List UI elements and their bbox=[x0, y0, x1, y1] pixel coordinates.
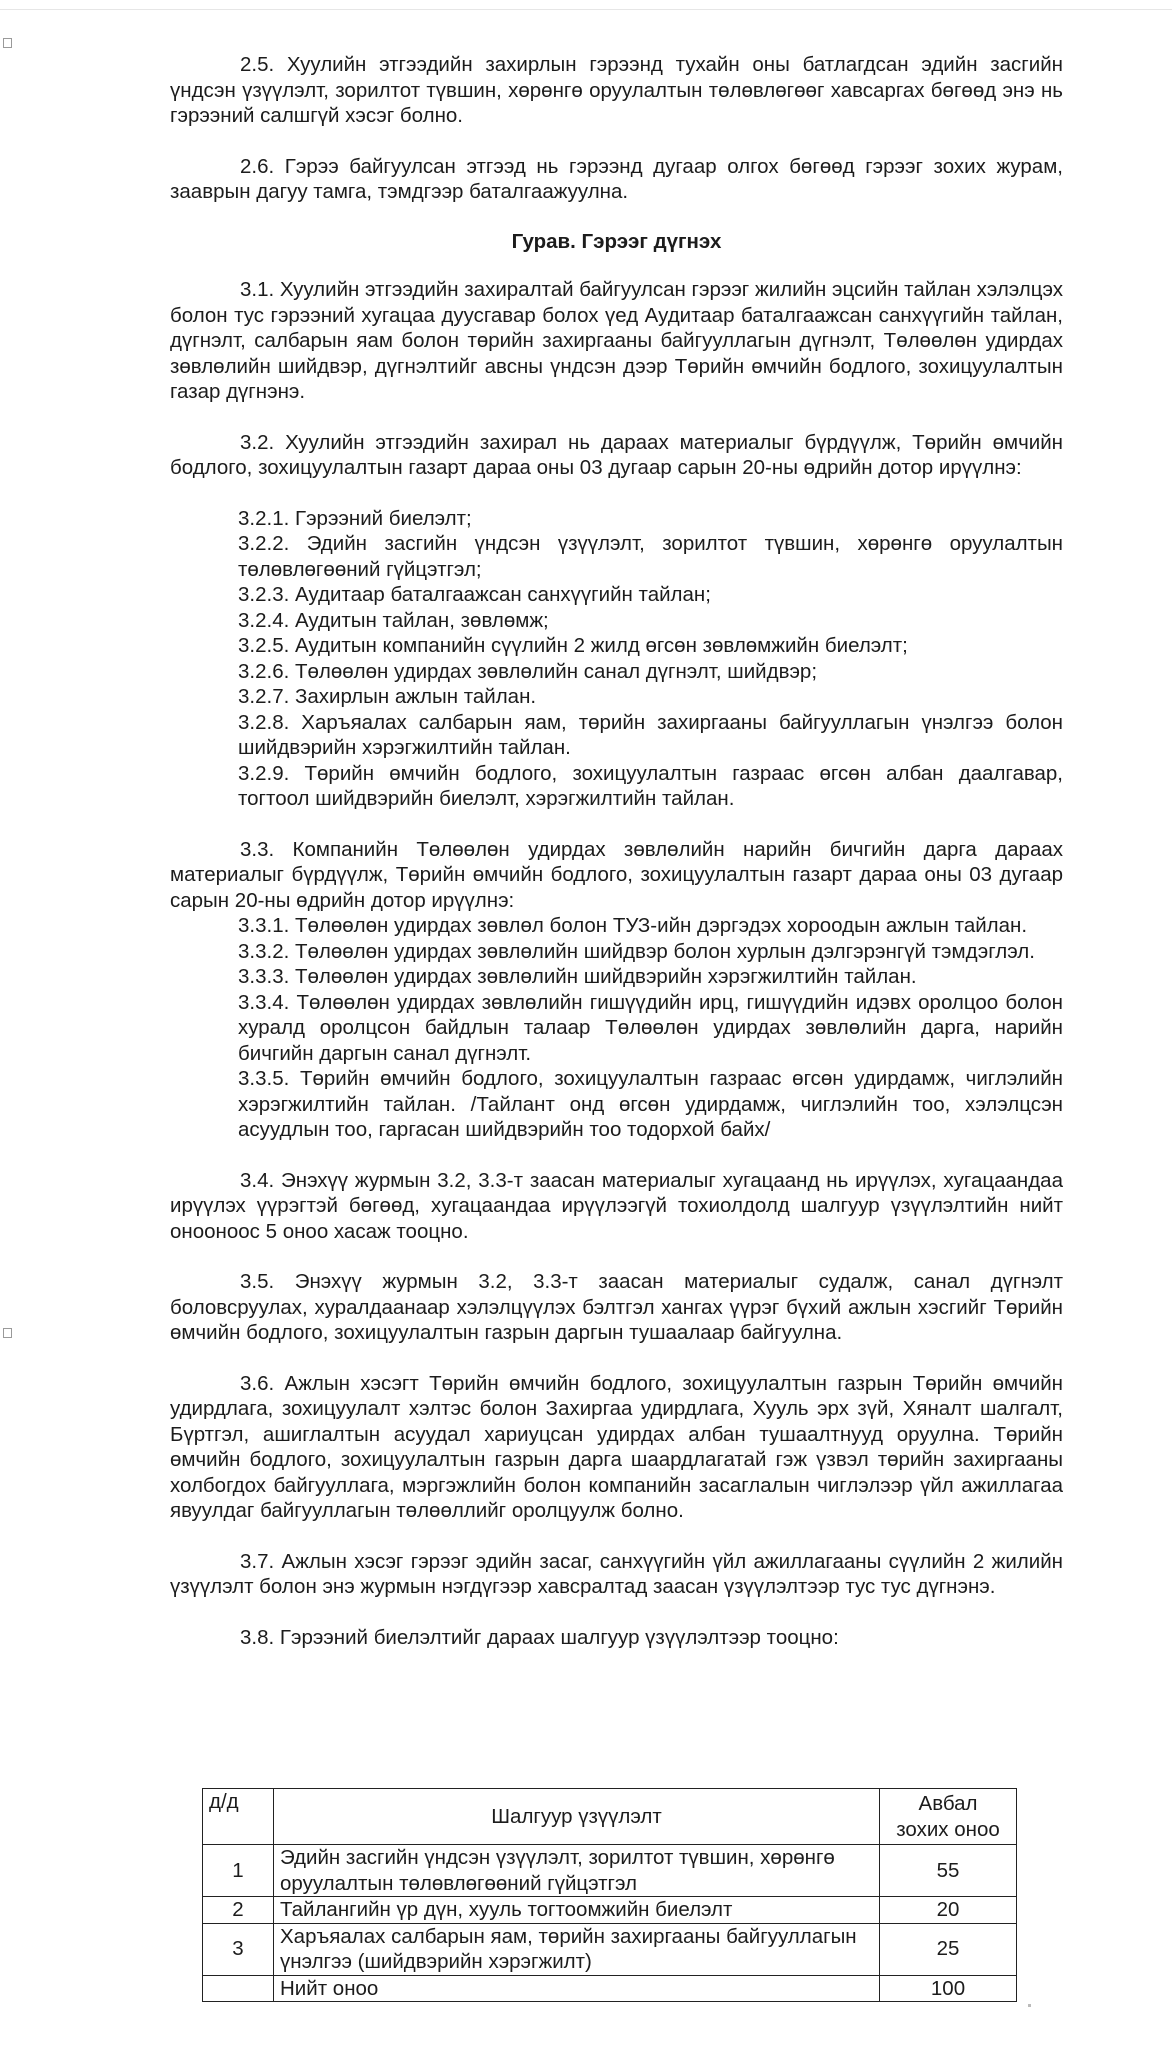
list-item: 3.3.3. Төлөөлөн удирдах зөвлөлийн шийдвэрийн хэрэгжилтийн тайлан. bbox=[238, 965, 917, 988]
list-item: 3.2.6. Төлөөлөн удирдах зөвлөлийн санал дүгнэлт, шийдвэр; bbox=[238, 659, 818, 683]
section-heading: Гурав. Гэрээг дүгнэх bbox=[511, 229, 722, 253]
list-item: 3.2.8. Харъяалах салбарын яам, төрийн захиргааны байгууллагын үнэлгээ болон шийдвэрийн хэрэгжилтийн тайлан. bbox=[238, 710, 1063, 759]
paragraph-3-2: 3.2. Хуулийн этгээдийн захирал нь дараах материалыг бүрдүүлж, Төрийн өмчийн бодлого, зохицуулалтын газарт дараа оны 03 дугаар сарын 20-ны өдрийн дотор ирүүлнэ: bbox=[170, 430, 1063, 479]
list-item: 3.3.2. Төлөөлөн удирдах зөвлөлийн шийдвэр болон хурлын дэлгэрэнгүй тэмдэглэл. bbox=[238, 939, 1035, 963]
paragraph-3-3: 3.3. Компанийн Төлөөлөн удирдах зөвлөлийн нарийн бичгийн дарга дараах материалыг бүрдүүлж, Төрийн өмчийн бодлого, зохицуулалтын газарт дараа оны 03 дугаар сарын 20-ны өдрийн дотор ирүүлнэ: bbox=[170, 837, 1063, 912]
list-item: 3.3.1. Төлөөлөн удирдах зөвлөл болон ТУЗ-ийн дэргэдэх хороодын ажлын тайлан. bbox=[238, 914, 1028, 937]
row-number: 2 bbox=[203, 1897, 274, 1924]
paragraph-2-5: 2.5. Хуулийн этгээдийн захирлын гэрээнд тухайн оны батлагдсан эдийн засгийн үндсэн үзүүлэлт, зорилтот түвшин, хөрөнгө оруулалтын төлөвлөгөөг хавсаргах бөгөөд энэ нь гэрээний салшгүй хэсэг болно. bbox=[170, 53, 1063, 127]
table-row bbox=[203, 1923, 1017, 1975]
list-3-3 bbox=[170, 913, 1063, 1143]
total-score: 100 bbox=[880, 1975, 1017, 2002]
list-item: 3.3.4. Төлөөлөн удирдах зөвлөлийн гишүүдийн ирц, гишүүдийн идэвх оролцоо болон хуралд оролцсон байдлын талаар Төлөөлөн удирдах зөвлөлийн дарга, нарийн бичгийн даргын санал дүгнэлт. bbox=[238, 990, 1063, 1065]
row-number: 3 bbox=[203, 1923, 274, 1975]
header-score: Авбал зохих оноо bbox=[880, 1789, 1017, 1845]
list-item: 3.2.4. Аудитын тайлан, зөвлөмж; bbox=[238, 608, 549, 632]
row-number-empty bbox=[203, 1975, 274, 2002]
list-item: 3.3.5. Төрийн өмчийн бодлого, зохицуулалтын газраас өгсөн удирдамж, чиглэлийн хэрэгжилтийн тайлан. /Тайлант онд өгсөн удирдамж, чиглэлийн тоо, хэлэлцсэн асуудлын тоо, гаргасан шийдвэрийн тоо тодорхой байх/ bbox=[238, 1067, 1063, 1141]
list-item: 3.2.2. Эдийн засгийн үндсэн үзүүлэлт, зорилтот түвшин, хөрөнгө оруулалтын төлөвлөгөөний гүйцэтгэл; bbox=[238, 532, 1063, 581]
paragraph-2-6: 2.6. Гэрээ байгуулсан этгээд нь гэрээнд дугаар олгох бөгөөд гэрээг зохих журам, зааврын дагуу тамга, тэмдгээр баталгаажуулна. bbox=[170, 154, 1063, 203]
page-marker-icon bbox=[3, 38, 12, 48]
paragraph-3-4: 3.4. Энэхүү журмын 3.2, 3.3-т заасан материалыг хугацаанд нь ирүүлэх, хугацаандаа ирүүлэх үүрэгтэй бөгөөд, хугацаандаа ирүүлээгүй тохиолдолд шалгуур үзүүлэлтийн нийт онооноос 5 оноо хасаж тооцно. bbox=[170, 1168, 1063, 1243]
top-divider bbox=[0, 9, 1172, 10]
row-criterion: Харъяалах салбарын яам, төрийн захиргааны байгууллагын үнэлгээ (шийдвэрийн хэрэгжилт) bbox=[274, 1923, 880, 1975]
table-row bbox=[203, 1845, 1017, 1897]
row-number: 1 bbox=[203, 1845, 274, 1897]
paragraph-3-5: 3.5. Энэхүү журмын 3.2, 3.3-т заасан материалыг судалж, санал дүгнэлт боловсруулах, хуралдаанаар хэлэлцүүлэх бэлтгэл хангах үүрэг бүхий ажлын хэсгийг Төрийн өмчийн бодлого, зохицуулалтын газрын даргын тушаалаар байгуулна. bbox=[170, 1270, 1063, 1344]
paragraph-3-6: 3.6. Ажлын хэсэгт Төрийн өмчийн бодлого, зохицуулалтын газрын Төрийн өмчийн удирдлага, зохицуулалт хэлтэс болон Захиргаа удирдлага, Хууль эрх зүй, Хяналт шалгалт, Бүртгэл, ашиглалтын асуудал хариуцсан удирдах албан тушаалтнууд оруулна. Төрийн өмчийн бодлого, зохицуулалтын газрын дарга шаардлагатай гэж үзвэл төрийн захиргааны холбогдох байгууллага, мэргэжлийн болон компанийн засаглалын чиглэлээр үйл ажиллагаа явуулдаг байгууллагын төлөөллийг оролцуулж болно. bbox=[170, 1371, 1063, 1522]
table-total-row bbox=[203, 1975, 1017, 2002]
list-item: 3.2.9. Төрийн өмчийн бодлого, зохицуулалтын газраас өгсөн албан даалгавар, тогтоол шийдвэрийн биелэлт, хэрэгжилтийн тайлан. bbox=[238, 761, 1063, 810]
paragraph-3-8: 3.8. Гэрээний биелэлтийг дараах шалгуур үзүүлэлтээр тооцно: bbox=[240, 1625, 839, 1649]
row-score: 25 bbox=[880, 1923, 1017, 1975]
table-header-row bbox=[203, 1789, 1017, 1845]
header-criterion: Шалгуур үзүүлэлт bbox=[274, 1789, 880, 1845]
list-3-2 bbox=[170, 506, 1063, 812]
row-score: 55 bbox=[880, 1845, 1017, 1897]
list-item: 3.2.1. Гэрээний биелэлт; bbox=[238, 506, 472, 530]
page-marker-icon bbox=[3, 1328, 12, 1338]
list-item: 3.2.5. Аудитын компанийн сүүлийн 2 жилд өгсөн зөвлөмжийн биелэлт; bbox=[238, 634, 908, 657]
list-item: 3.2.3. Аудитаар баталгаажсан санхүүгийн тайлан; bbox=[238, 583, 711, 606]
row-criterion: Эдийн засгийн үндсэн үзүүлэлт, зорилтот түвшин, хөрөнгө оруулалтын төлөвлөгөөний гүйцэтгэл bbox=[274, 1845, 880, 1897]
scan-artifact bbox=[1028, 2004, 1031, 2007]
paragraph-3-1: 3.1. Хуулийн этгээдийн захиралтай байгуулсан гэрээг жилийн эцсийн тайлан хэлэлцэх болон тус гэрээний хугацаа дуусгавар болох үед Аудитаар баталгаажсан санхүүгийн тайлан, дүгнэлт, салбарын яам болон төрийн захиргааны байгууллагын дүгнэлт, Төлөөлөн удирдах зөвлөлийн шийдвэр, дүгнэлтийг авсны үндсэн дээр Төрийн өмчийн бодлого, зохицуулалтын газар дүгнэнэ. bbox=[170, 278, 1063, 403]
row-score: 20 bbox=[880, 1897, 1017, 1924]
table-row bbox=[203, 1897, 1017, 1924]
header-number: д/д bbox=[203, 1789, 274, 1845]
paragraph-3-7: 3.7. Ажлын хэсэг гэрээг эдийн засаг, санхүүгийн үйл ажиллагааны сүүлийн 2 жилийн үзүүлэлт болон энэ журмын нэгдүгээр хавсралтад заасан үзүүлэлтээр тус тус дүгнэнэ. bbox=[170, 1549, 1063, 1598]
list-item: 3.2.7. Захирлын ажлын тайлан. bbox=[238, 685, 537, 708]
document-body bbox=[170, 52, 1063, 1650]
total-label: Нийт оноо bbox=[274, 1975, 880, 2002]
row-criterion: Тайлангийн үр дүн, хууль тогтоомжийн биелэлт bbox=[274, 1897, 880, 1924]
score-table bbox=[202, 1788, 1017, 2002]
